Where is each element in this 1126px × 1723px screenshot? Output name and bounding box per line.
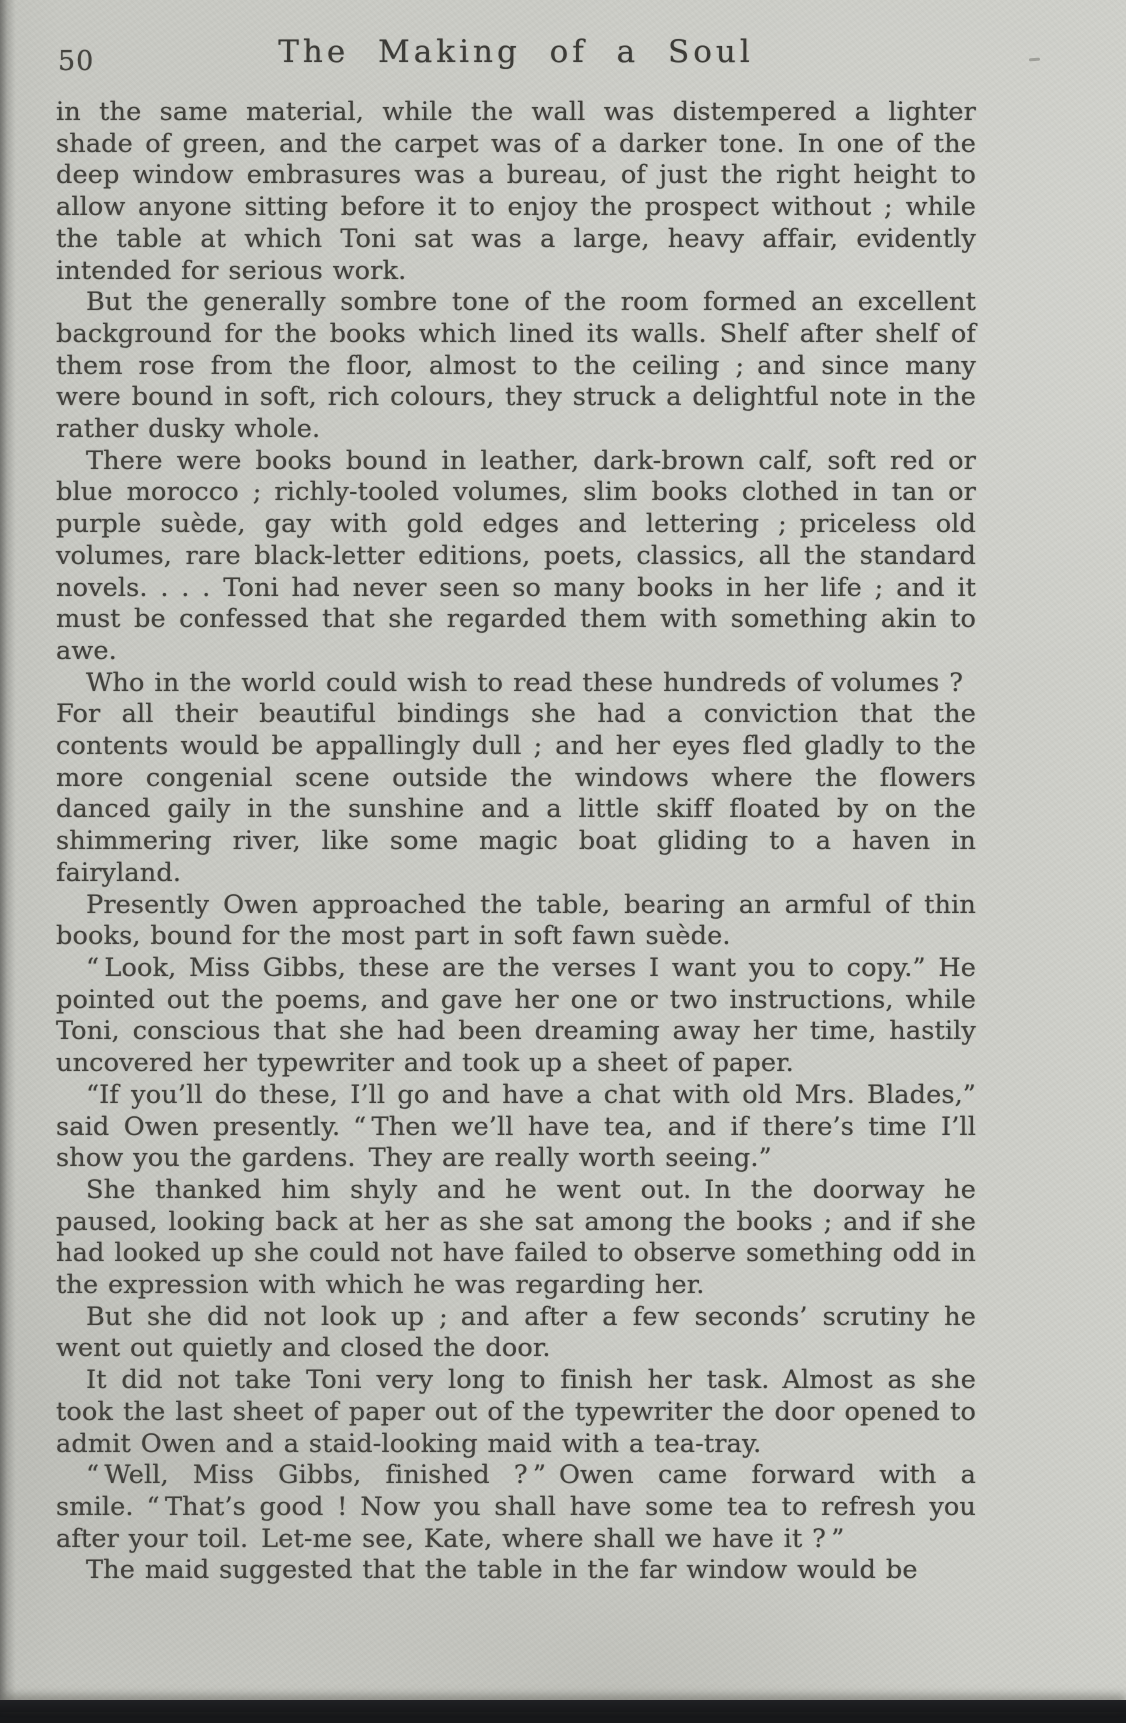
paragraph: But she did not look up ; and after a few seconds’ scrutiny he went out quietly and closed the door. bbox=[56, 1301, 976, 1364]
page-title: The Making of a Soul bbox=[278, 34, 754, 70]
scan-edge-bottom bbox=[0, 1700, 1126, 1712]
body-text bbox=[56, 97, 976, 1587]
paragraph: “ Look, Miss Gibbs, these are the verses I want you to copy.” He pointed out the poems, and gave her one or two instructions, while Toni, conscious that she had been dreaming away her time, hastily uncovered her typewriter and took up a sheet of paper. bbox=[56, 952, 976, 1079]
paragraph: But the generally sombre tone of the room formed an excellent background for the books which lined its walls. Shelf after shelf of them rose from the floor, almost to the ceiling ; and since many were bound in soft, rich colours, they struck a delightful note in the rather dusky whole. bbox=[56, 287, 976, 445]
paragraph: There were books bound in leather, dark-brown calf, soft red or blue morocco ; richly-tooled volumes, slim books clothed in tan or purple suède, gay with gold edges and lettering ; priceless old volumes, rare black-letter editions, poets, classics, all the standard novels. . . . Toni had never seen so many books in her life ; and it must be confessed that she regarded them with something akin to awe. bbox=[56, 445, 976, 666]
page-header bbox=[56, 34, 976, 84]
scan-edge-left bbox=[0, 0, 16, 1712]
scan-artifact bbox=[1029, 58, 1040, 62]
page-number: 50 bbox=[58, 46, 95, 77]
paragraph: “ Well, Miss Gibbs, finished ? ” Owen came forward with a smile. “ That’s good ! Now you shall have some tea to refresh you after your toil. Let‑me see, Kate, where shall we have it ? ” bbox=[56, 1460, 976, 1554]
paragraph: in the same material, while the wall was distempered a lighter shade of green, and the carpet was of a darker tone. In one of the deep window embrasures was a bureau, of just the right height to allow anyone sitting before it to enjoy the prospect without ; while the table at which Toni sat was a large, heavy affair, evidently intended for serious work. bbox=[56, 97, 976, 286]
paragraph: Who in the world could wish to read these hundreds of volumes ? For all their beautiful bindings she had a conviction that the contents would be appallingly dull ; and her eyes fled gladly to the more congenial scene outside the windows where the flowers danced gaily in the sunshine and a little skiff floated by on the shimmering river, like some magic boat gliding to a haven in fairyland. bbox=[56, 667, 976, 888]
page-content bbox=[56, 34, 976, 1587]
paragraph: She thanked him shyly and he went out. In the doorway he paused, looking back at her as she sat among the books ; and if she had looked up she could not have failed to observe something odd in the expression with which he was regarding her. bbox=[56, 1174, 976, 1301]
paragraph: Presently Owen approached the table, bearing an armful of thin books, bound for the most part in soft fawn suède. bbox=[56, 889, 976, 952]
paragraph: “If you’ll do these, I’ll go and have a chat with old Mrs. Blades,” said Owen presently. “ Then we’ll have tea, and if there’s time I’ll show you the gardens. They are really worth seeing.” bbox=[56, 1079, 976, 1174]
paragraph: The maid suggested that the table in the far window would be bbox=[86, 1555, 918, 1586]
paragraph: It did not take Toni very long to finish her task. Almost as she took the last sheet of paper out of the typewriter the door opened to admit Owen and a staid-looking maid with a tea-tray. bbox=[56, 1365, 976, 1459]
